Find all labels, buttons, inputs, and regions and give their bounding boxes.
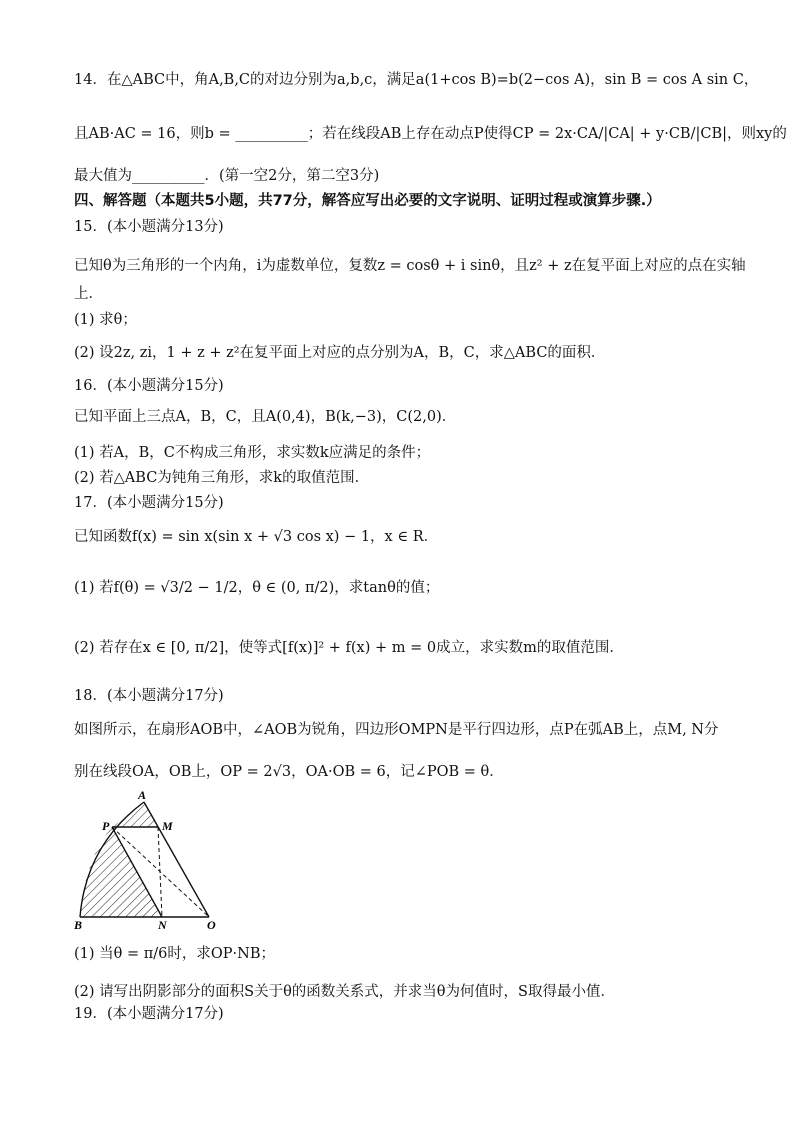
q17-part2: (2) 若存在x ∈ [0, π/2]，使等式[f(x)]² + f(x) + m = 0成立，求实数m的取值范围． (74, 640, 624, 656)
label-b: B (74, 918, 83, 930)
q18-line2: 别在线段OA，OB上，OP = 2√3，OA·OB = 6，记∠POB = θ． (74, 764, 504, 780)
q14-line3: 最大值为__________．(第一空2分，第二空3分) (74, 168, 380, 184)
q16-line1: 已知平面上三点A，B，C，且A(0,4)，B(k,−3)，C(2,0)． (74, 409, 457, 425)
label-p: P (102, 819, 110, 833)
segment-oa (144, 802, 209, 917)
segment-mn-dashed (158, 827, 162, 917)
section-four-heading: 四、解答题（本题共5小题，共77分，解答应写出必要的文字说明、证明过程或演算步骤.） (74, 193, 661, 209)
q17-line1: 已知函数f(x) = sin x(sin x + √3 cos x) − 1，x ∈ R． (74, 529, 439, 545)
sector-diagram (74, 790, 224, 930)
q15-line1: 已知θ为三角形的一个内角，i为虚数单位，复数z = cosθ + i sinθ，且z² + z在复平面上对应的点在实轴 (74, 258, 746, 274)
q18-header: 18．(本小题满分17分) (74, 688, 224, 704)
q19-header: 19．(本小题满分17分) (74, 1006, 224, 1022)
label-n: N (158, 918, 167, 930)
label-m: M (162, 819, 173, 833)
q17-part1: (1) 若f(θ) = √3/2 − 1/2，θ ∈ (0, π/2)，求tanθ的值； (74, 580, 440, 596)
q14-line1: 14．在△ABC中，角A,B,C的对边分别为a,b,c，满足a(1+cos B)=b(2−cos A)，sin B = cos A sin C， (74, 72, 759, 88)
q18-part1: (1) 当θ = π/6时，求OP·NB； (74, 946, 275, 962)
q18-line1: 如图所示，在扇形AOB中，∠AOB为锐角，四边形OMPN是平行四边形，点P在弧AB上，点M, N分 (74, 722, 719, 738)
q16-part1: (1) 若A，B，C不构成三角形，求实数k应满足的条件； (74, 445, 431, 461)
q15-part1: (1) 求θ； (74, 312, 137, 328)
q17-header: 17．(本小题满分15分) (74, 495, 224, 511)
sector-figure (74, 790, 224, 930)
q15-part2: (2) 设2z, zi，1 + z + z²在复平面上对应的点分别为A，B，C，求△ABC的面积． (74, 345, 606, 361)
q18-part2: (2) 请写出阴影部分的面积S关于θ的函数关系式，并求当θ为何值时，S取得最小值． (74, 984, 615, 1000)
shaded-region-left (80, 827, 162, 917)
q15-header: 15．(本小题满分13分) (74, 219, 224, 235)
q14-line2: 且AB·AC = 16，则b = __________；若在线段AB上存在动点P使得CP = 2x·CA/|CA| + y·CB/|CB|，则xy的 (74, 126, 787, 142)
q15-line2: 上． (74, 286, 103, 302)
label-o: O (207, 918, 216, 930)
label-a: A (138, 790, 147, 802)
q16-header: 16．(本小题满分15分) (74, 378, 224, 394)
q16-part2: (2) 若△ABC为钝角三角形，求k的取值范围． (74, 470, 370, 486)
